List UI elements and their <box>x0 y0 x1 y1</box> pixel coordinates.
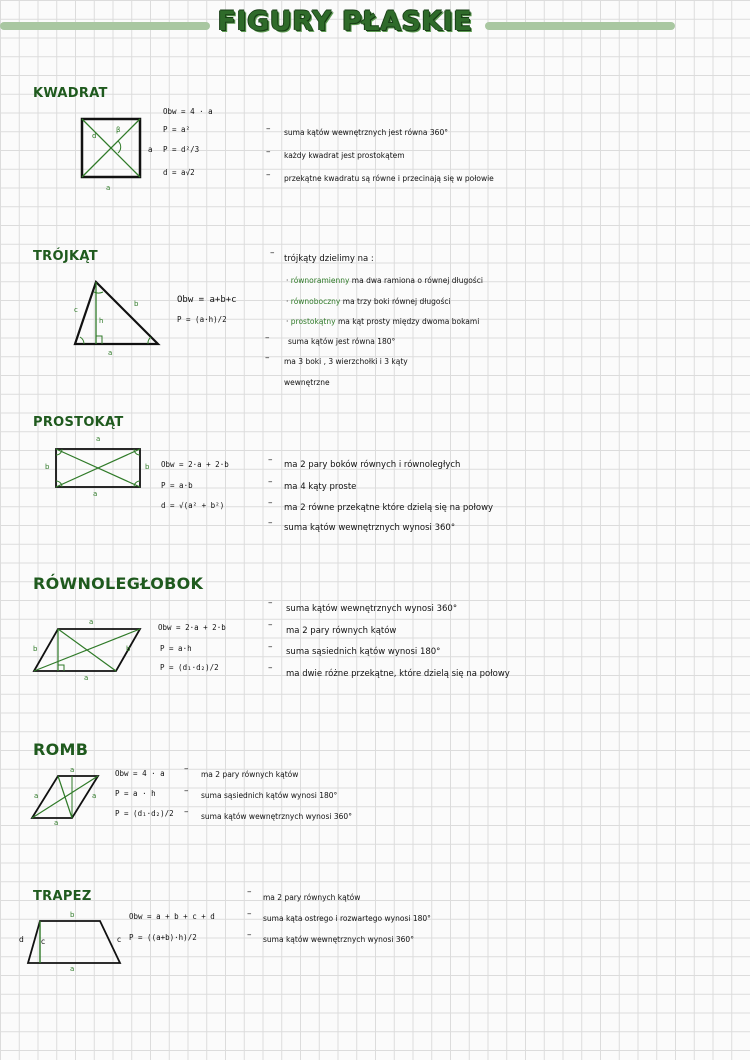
rownoleglobok-dash-3: – <box>268 642 273 652</box>
prostokat-dash-2: – <box>268 477 273 487</box>
trapez-formula-p: P = ((a+b)·h)/2 <box>129 933 197 942</box>
kwadrat-label-diag: d <box>92 132 97 140</box>
prostokat-note-4: suma kątów wewnętrznych wynosi 360° <box>284 523 456 533</box>
prostokat-dash-1: – <box>268 455 273 465</box>
trojkat-type-1-name: równoramienny <box>290 276 350 285</box>
rownoleglobok-note-3: suma sąsiednich kątów wynosi 180° <box>286 647 441 657</box>
rownoleglobok-label-b-left: b <box>33 645 38 653</box>
trapez-dash-2: – <box>247 909 252 919</box>
prostokat-heading: PROSTOKĄT <box>33 415 124 430</box>
kwadrat-heading: KWADRAT <box>33 86 108 101</box>
kwadrat-note-2: każdy kwadrat jest prostokątem <box>284 151 405 160</box>
kwadrat-label-angle: β <box>116 126 121 134</box>
kwadrat-dash-2: – <box>266 147 271 157</box>
trapez-label-a: a <box>70 965 75 973</box>
trojkat-note-1: suma kątów jest równa 180° <box>288 337 396 346</box>
prostokat-formula-p: P = a·b <box>161 481 193 490</box>
trapez-label-b: b <box>70 911 75 919</box>
romb-dash-3: – <box>184 807 189 817</box>
trojkat-type-3-name: prostokątny <box>290 317 336 326</box>
title-bar-left <box>0 22 210 30</box>
romb-label-a-bottom: a <box>54 819 59 827</box>
romb-dash-2: – <box>184 786 189 796</box>
rownoleglobok-dash-1: – <box>268 598 273 608</box>
prostokat-formula-d: d = √(a² + b²) <box>161 501 225 510</box>
rownoleglobok-note-4: ma dwie różne przekątne, które dzielą się na połowy <box>286 669 510 679</box>
romb-formula-obw: Obw = 4 · a <box>115 769 165 778</box>
trojkat-label-a: a <box>108 349 113 357</box>
romb-label-a-right: a <box>92 792 97 800</box>
rownoleglobok-label-b-right: b <box>126 645 131 653</box>
prostokat-note-2: ma 4 kąty proste <box>284 482 357 492</box>
trapez-heading: TRAPEZ <box>33 889 92 904</box>
kwadrat-figure <box>78 115 148 185</box>
trojkat-label-b: b <box>134 300 139 308</box>
trojkat-dash-intro: – <box>270 248 275 258</box>
trapez-label-c-outer: c <box>117 935 122 944</box>
rownoleglobok-note-1: suma kątów wewnętrznych wynosi 360° <box>286 604 458 614</box>
trojkat-type-2-name: równoboczny <box>290 297 341 306</box>
rownoleglobok-label-a-top: a <box>89 618 94 626</box>
trojkat-figure <box>70 278 165 350</box>
rownoleglobok-label-a-bottom: a <box>84 674 89 682</box>
kwadrat-formula-p2: P = d²/3 <box>163 145 200 154</box>
prostokat-figure <box>52 445 150 493</box>
rownoleglobok-heading: RÓWNOLEGŁOBOK <box>33 574 204 593</box>
trojkat-type-3: · prostokątny ma kąt prosty między dwoma bokami <box>286 317 480 326</box>
romb-label-a-left: a <box>34 792 39 800</box>
trapez-label-d: d <box>19 935 24 944</box>
kwadrat-dash-3: – <box>266 170 271 180</box>
title-bar-right <box>485 22 675 30</box>
trojkat-type-1: · równoramienny ma dwa ramiona o równej długości <box>286 276 483 285</box>
trojkat-type-2-text: ma trzy boki równej długości <box>342 297 451 306</box>
trojkat-note-2: ma 3 boki , 3 wierzchołki i 3 kąty <box>284 357 408 366</box>
prostokat-label-b-right: b <box>145 463 150 471</box>
trapez-label-c-inner: c <box>41 937 46 946</box>
trojkat-type-2: · równoboczny ma trzy boki równej długości <box>286 297 451 306</box>
romb-note-3: suma kątów wewnętrznych wynosi 360° <box>201 812 352 821</box>
trojkat-label-h: h <box>99 317 104 325</box>
kwadrat-formula-d: d = a√2 <box>163 168 195 177</box>
rownoleglobok-note-2: ma 2 pary równych kątów <box>286 626 397 636</box>
trapez-dash-1: – <box>247 887 252 897</box>
rownoleglobok-formula-obw: Obw = 2·a + 2·b <box>158 623 226 632</box>
kwadrat-dash-1: – <box>266 124 271 134</box>
kwadrat-label-side-right: a <box>148 145 153 154</box>
prostokat-label-a-top: a <box>96 435 101 443</box>
trapez-note-1: ma 2 pary równych kątów <box>263 893 361 902</box>
trojkat-label-c: c <box>74 306 78 314</box>
romb-heading: ROMB <box>33 740 89 759</box>
romb-note-2: suma sąsiednich kątów wynosi 180° <box>201 791 338 800</box>
kwadrat-formula-obw: Obw = 4 · a <box>163 107 213 116</box>
kwadrat-note-1: suma kątów wewnętrznych jest równa 360° <box>284 128 448 137</box>
rownoleglobok-dash-4: – <box>268 663 273 673</box>
rownoleglobok-dash-2: – <box>268 620 273 630</box>
rownoleglobok-formula-p2: P = (d₁·d₂)/2 <box>160 663 219 672</box>
romb-note-1: ma 2 pary równych kątów <box>201 770 299 779</box>
trapez-note-2: suma kąta ostrego i rozwartego wynosi 180° <box>263 914 431 923</box>
trapez-formula-obw: Obw = a + b + c + d <box>129 912 215 921</box>
prostokat-formula-obw: Obw = 2·a + 2·b <box>161 460 229 469</box>
prostokat-label-a-bottom: a <box>93 490 98 498</box>
trojkat-formula-obw: Obw = a+b+c <box>177 295 237 305</box>
trapez-dash-3: – <box>247 930 252 940</box>
romb-dash-1: – <box>184 764 189 774</box>
prostokat-label-b-left: b <box>45 463 50 471</box>
prostokat-dash-3: – <box>268 498 273 508</box>
trojkat-intro: trójkąty dzielimy na : <box>284 254 374 264</box>
trojkat-type-3-text: ma kąt prosty między dwoma bokami <box>337 317 480 326</box>
trojkat-dash-1: – <box>265 333 270 343</box>
trojkat-note-3: wewnętrzne <box>284 378 330 387</box>
trojkat-heading: TRÓJKĄT <box>33 249 98 264</box>
prostokat-note-1: ma 2 pary boków równych i równoległych <box>284 460 461 470</box>
prostokat-dash-4: – <box>268 518 273 528</box>
trojkat-type-1-text: ma dwa ramiona o równej długości <box>351 276 483 285</box>
trojkat-dash-2: – <box>265 353 270 363</box>
romb-label-a-top: a <box>70 766 75 774</box>
romb-formula-p2: P = (d₁·d₂)/2 <box>115 809 174 818</box>
rownoleglobok-formula-p1: P = a·h <box>160 644 192 653</box>
kwadrat-note-3: przekątne kwadratu są równe i przecinają się w połowie <box>284 174 494 183</box>
kwadrat-label-side-bottom: a <box>106 184 111 192</box>
page-title: FIGURY PŁASKIE <box>217 6 473 37</box>
romb-formula-p1: P = a · h <box>115 789 156 798</box>
prostokat-note-3: ma 2 równe przekątne które dzielą się na połowy <box>284 503 494 513</box>
trapez-note-3: suma kątów wewnętrznych wynosi 360° <box>263 935 414 944</box>
trojkat-formula-p: P = (a·h)/2 <box>177 315 227 324</box>
kwadrat-formula-p1: P = a² <box>163 125 191 134</box>
trapez-figure <box>24 915 124 967</box>
